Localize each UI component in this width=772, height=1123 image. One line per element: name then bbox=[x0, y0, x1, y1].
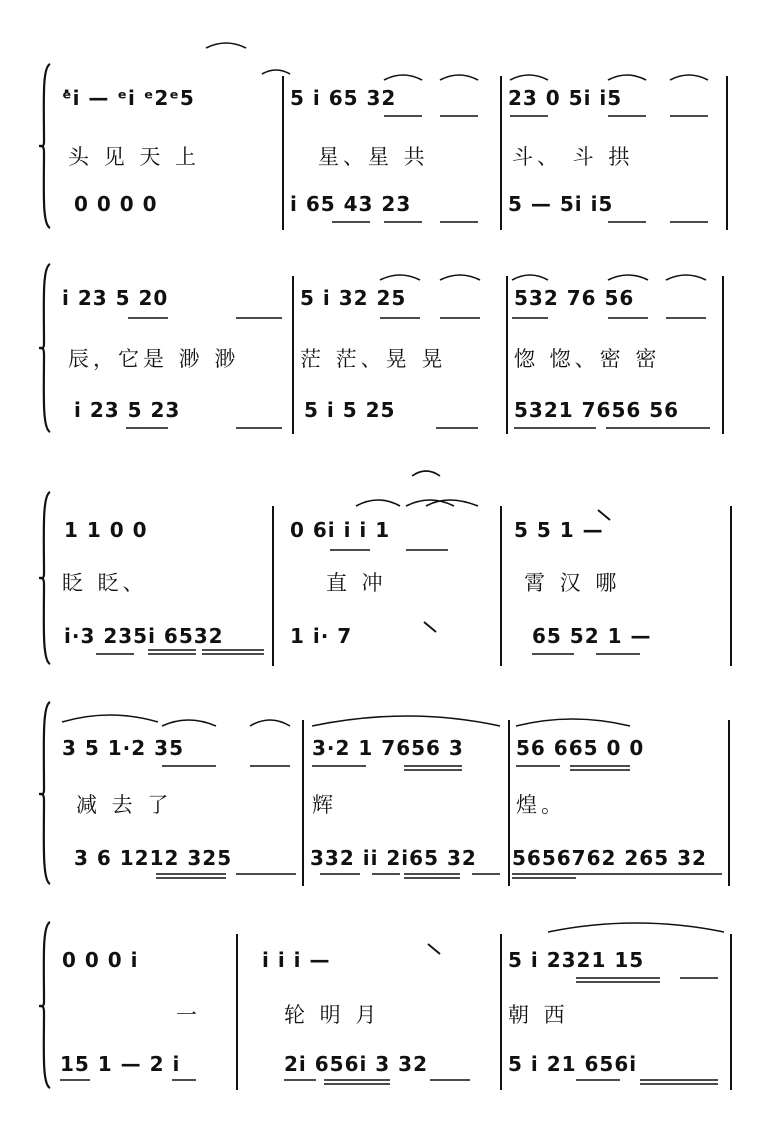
lyric-row bbox=[0, 338, 772, 378]
barline bbox=[726, 76, 728, 230]
measure-lyrics: 斗、 斗 拱 bbox=[512, 145, 634, 169]
accompaniment-row bbox=[0, 184, 772, 224]
accompaniment-row bbox=[0, 838, 772, 878]
barline bbox=[236, 934, 238, 1090]
barline bbox=[722, 276, 724, 434]
measure-melody: 5 5 1 — bbox=[514, 518, 604, 542]
measure-melody: 3·2 1 7656 3 bbox=[312, 736, 464, 760]
measure-accompaniment: 5 i 21 656i bbox=[508, 1052, 638, 1076]
measure-accompaniment: 1 i· 7 bbox=[290, 624, 353, 648]
measure-accompaniment: i 23 5 23 bbox=[74, 398, 181, 422]
measure-lyrics: 直 冲 bbox=[326, 571, 387, 595]
barline bbox=[292, 276, 294, 434]
measure-melody: ᵉ̇i — ᵉi ᵉ2ᵉ5 bbox=[62, 86, 195, 110]
measure-accompaniment: i 65 43 23 bbox=[290, 192, 412, 216]
measure-melody: 0 0 0 i bbox=[62, 948, 139, 972]
score-system-1 bbox=[0, 62, 772, 230]
barline bbox=[302, 720, 304, 886]
lyric-row bbox=[0, 994, 772, 1034]
measure-lyrics: 辉 bbox=[312, 793, 337, 817]
melody-row bbox=[0, 510, 772, 550]
melody-row bbox=[0, 278, 772, 318]
barline bbox=[730, 934, 732, 1090]
measure-melody: 23 0 5i i5 bbox=[508, 86, 623, 110]
measure-lyrics: 一 bbox=[176, 1003, 201, 1027]
measure-lyrics: 惚 惚、密 密 bbox=[514, 347, 661, 371]
measure-accompaniment: 3 6 1212 325 bbox=[74, 846, 233, 870]
lyric-row bbox=[0, 784, 772, 824]
measure-melody: i i i — bbox=[262, 948, 331, 972]
barline bbox=[508, 720, 510, 886]
measure-accompaniment: 332 ii 2i65 32 bbox=[310, 846, 477, 870]
melody-row bbox=[0, 78, 772, 118]
accompaniment-row bbox=[0, 616, 772, 656]
measure-accompaniment: i·3 235i 6532 bbox=[64, 624, 224, 648]
measure-accompaniment: 65 52 1 — bbox=[532, 624, 652, 648]
measure-lyrics: 眨 眨、 bbox=[62, 571, 148, 595]
measure-accompaniment: 0 0 0 0 bbox=[74, 192, 158, 216]
measure-melody: 5 i 2321 15 bbox=[508, 948, 645, 972]
barline bbox=[282, 76, 284, 230]
barline bbox=[506, 276, 508, 434]
accompaniment-row bbox=[0, 1044, 772, 1084]
score-system-3 bbox=[0, 490, 772, 666]
score-system-4 bbox=[0, 700, 772, 886]
measure-lyrics: 减 去 了 bbox=[76, 793, 173, 817]
barline bbox=[500, 506, 502, 666]
measure-accompaniment: 2i 656i 3 32 bbox=[284, 1052, 429, 1076]
score-system-2 bbox=[0, 262, 772, 434]
barline bbox=[728, 720, 730, 886]
measure-melody: 532 76 56 bbox=[514, 286, 635, 310]
measure-lyrics: 辰，它是 渺 渺 bbox=[68, 347, 240, 371]
measure-melody: 1 1 0 0 bbox=[64, 518, 148, 542]
measure-melody: 3 5 1·2 35 bbox=[62, 736, 184, 760]
lyric-row bbox=[0, 136, 772, 176]
measure-lyrics: 霄 汉 哪 bbox=[524, 571, 621, 595]
measure-melody: 5 i 65 32 bbox=[290, 86, 397, 110]
melody-row bbox=[0, 940, 772, 980]
score-system-5 bbox=[0, 920, 772, 1090]
measure-melody: i 23 5 20 bbox=[62, 286, 169, 310]
measure-accompaniment: 5 — 5i i5 bbox=[508, 192, 614, 216]
measure-melody: 0 6i i i 1 bbox=[290, 518, 391, 542]
accompaniment-row bbox=[0, 390, 772, 430]
measure-lyrics: 星、星 共 bbox=[318, 145, 429, 169]
barline bbox=[730, 506, 732, 666]
measure-lyrics: 朝 西 bbox=[508, 1003, 569, 1027]
lyric-row bbox=[0, 562, 772, 602]
measure-lyrics: 轮 明 月 bbox=[284, 1003, 381, 1027]
measure-lyrics: 煌。 bbox=[516, 793, 566, 817]
barline bbox=[500, 934, 502, 1090]
measure-accompaniment: 15 1 — 2 i bbox=[60, 1052, 181, 1076]
melody-row bbox=[0, 728, 772, 768]
barline bbox=[272, 506, 274, 666]
measure-lyrics: 头 见 天 上 bbox=[68, 145, 201, 169]
barline bbox=[500, 76, 502, 230]
measure-lyrics: 茫 茫、晃 晃 bbox=[300, 347, 447, 371]
measure-accompaniment: 5 i 5 25 bbox=[304, 398, 396, 422]
measure-melody: 56 665 0 0 bbox=[516, 736, 645, 760]
measure-accompaniment: 5321 7656 56 bbox=[514, 398, 680, 422]
measure-melody: 5 i 32 25 bbox=[300, 286, 407, 310]
measure-accompaniment: 5656762 265 32 bbox=[512, 846, 707, 870]
